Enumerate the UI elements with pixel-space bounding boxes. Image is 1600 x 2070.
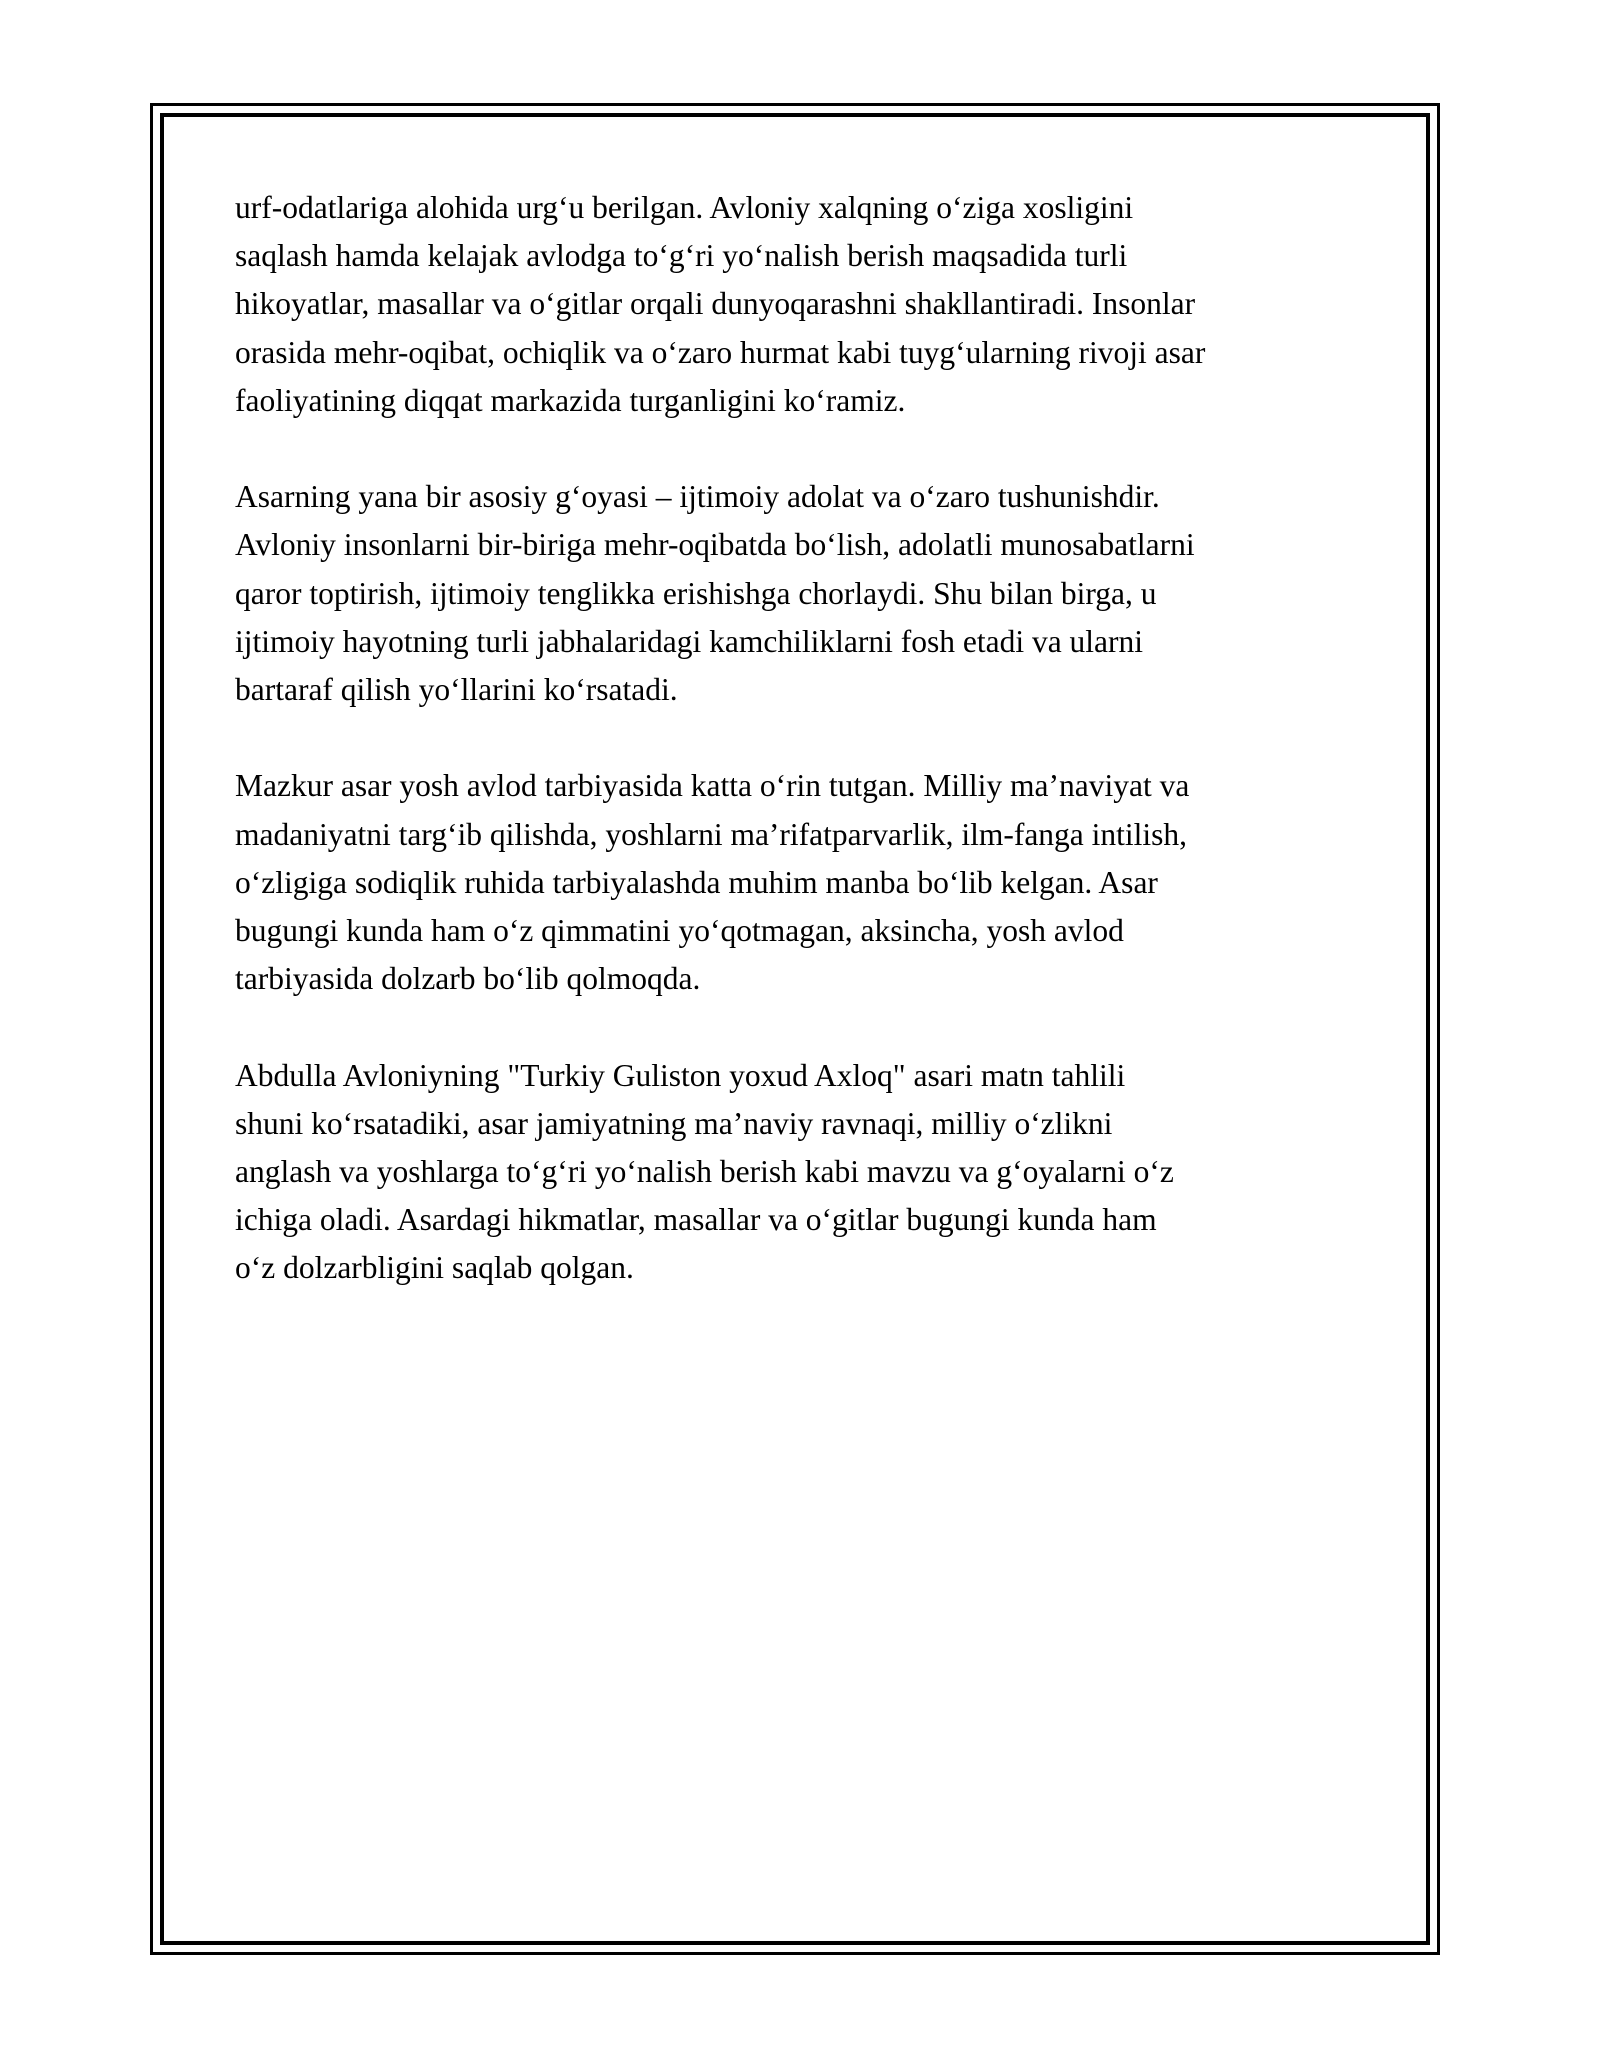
- paragraph-3: Mazkur asar yosh avlod tarbiyasida katta o‘rin tutgan. Milliy ma’naviyat va madaniyatni targ‘ib qilishda, yoshlarni ma’rifatparvarlik, ilm-fanga intilish, o‘zligiga sodiqlik ruhida tarbiyalashda muhim manba bo‘lib kelgan. Asar bugungi kunda ham o‘z qimmatini yo‘qotmagan, aksincha, yosh avlod tarbiyasida dolzarb bo‘lib qolmoqda.: [235, 768, 1190, 997]
- paragraph-2: Asarning yana bir asosiy g‘oyasi – ijtimoiy adolat va o‘zaro tushunishdir. Avloniy insonlarni bir-biriga mehr-oqibatda bo‘lish, adolatli munosabatlarni qaror toptirish, ijtimoiy tenglikka erishishga chorlaydi. Shu bilan birga, u ijtimoiy hayotning turli jabhalaridagi kamchiliklarni fosh etadi va ularni bartaraf qilish yo‘llarini ko‘rsatadi.: [235, 479, 1195, 708]
- paragraph-1: urf-odatlariga alohida urg‘u berilgan. Avloniy xalqning o‘ziga xosligini saqlash hamda kelajak avlodga to‘g‘ri yo‘nalish berish maqsadida turli hikoyatlar, masallar va o‘gitlar orqali dunyoqarashni shakllantiradi. Insonlar orasida mehr-oqibat, ochiqlik va o‘zaro hurmat kabi tuyg‘ularning rivoji asar faoliyatining diqqat markazida turganligini ko‘ramiz.: [235, 190, 1206, 418]
- document-body: [235, 184, 1385, 1341]
- paragraph-4: Abdulla Avloniyning "Turkiy Guliston yoxud Axloq" asari matn tahlili shuni ko‘rsatadiki, asar jamiyatning ma’naviy ravnaqi, milliy o‘zlikni anglash va yoshlarga to‘g‘ri yo‘nalish berish kabi mavzu va g‘oyalarni o‘z ichiga oladi. Asardagi hikmatlar, masallar va o‘gitlar bugungi kunda ham o‘z dolzarbligini saqlab qolgan.: [235, 1057, 1174, 1286]
